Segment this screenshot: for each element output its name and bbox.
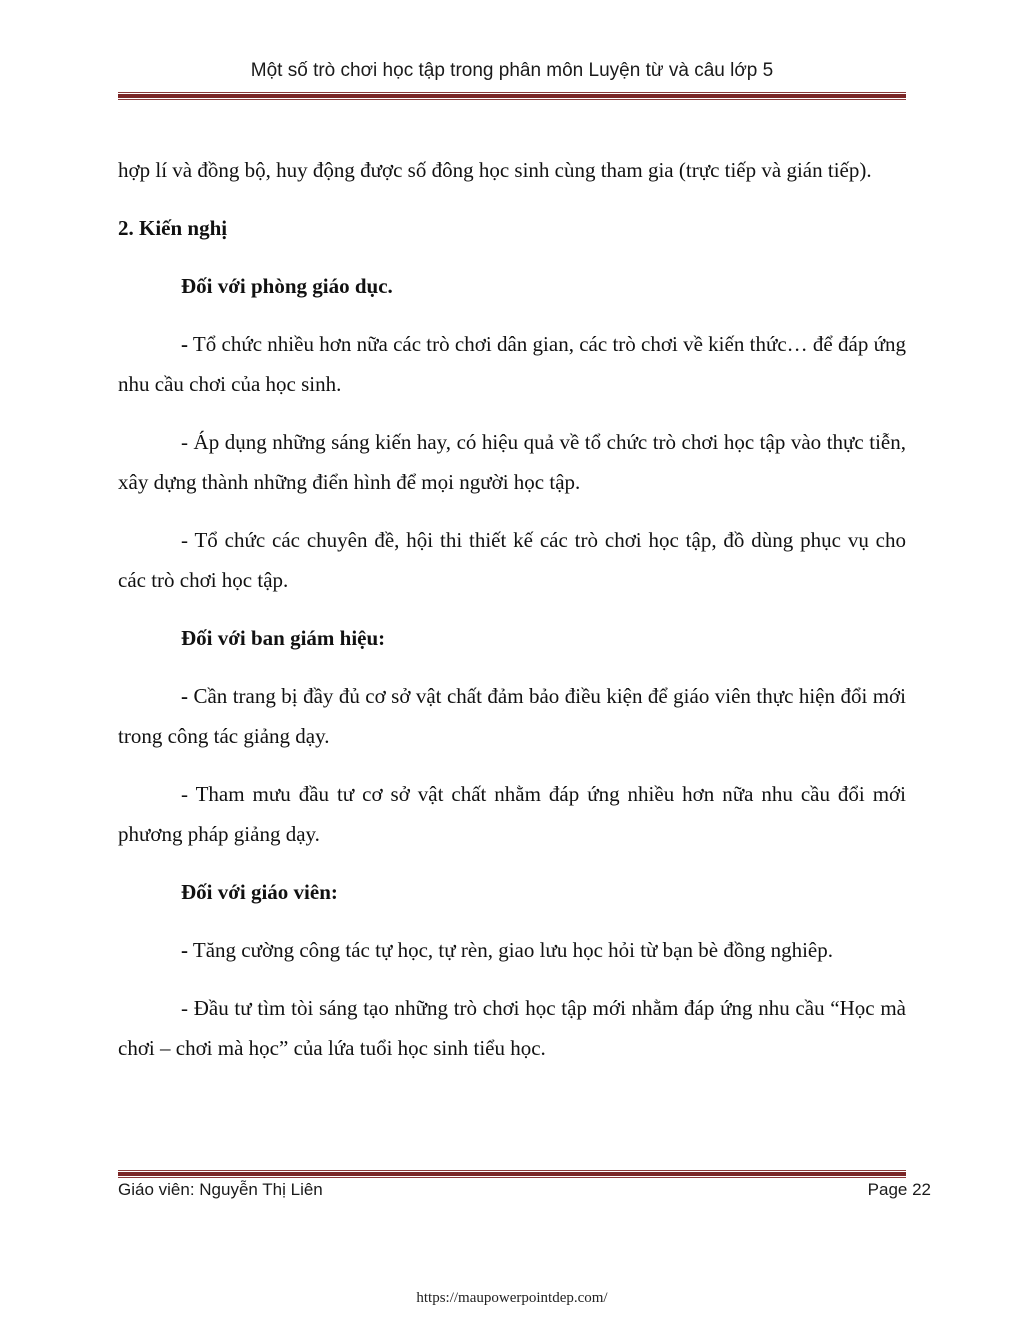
subheading-education-office: Đối với phòng giáo dục. — [181, 274, 393, 298]
bullet-dash: - — [181, 430, 188, 454]
source-url-link[interactable]: https://maupowerpointdep.com/ — [416, 1290, 608, 1306]
bullet-dash: - — [181, 938, 188, 962]
recommendation-item — [118, 774, 906, 854]
footer-divider — [118, 1170, 906, 1178]
section-heading: 2. Kiến nghị — [118, 216, 228, 240]
subheading-teachers: Đối với giáo viên: — [181, 880, 338, 904]
item-text: Tham mưu đầu tư cơ sở vật chất nhằm đáp ứng nhiều hơn nữa nhu cầu đổi mới phương pháp giảng dạy. — [118, 782, 906, 846]
footer-teacher-name: Giáo viên: Nguyễn Thị Liên — [118, 1180, 323, 1199]
recommendation-item — [118, 520, 906, 600]
bullet-dash: - — [181, 782, 188, 806]
bullet-dash: - — [181, 684, 188, 708]
recommendation-item — [118, 676, 906, 756]
item-text: Đầu tư tìm tòi sáng tạo những trò chơi học tập mới nhằm đáp ứng nhu cầu “Học mà chơi – chơi mà học” của lứa tuổi học sinh tiểu học. — [118, 996, 906, 1060]
item-text: Tổ chức nhiều hơn nữa các trò chơi dân gian, các trò chơi về kiến thức… để đáp ứng nhu cầu chơi của học sinh. — [118, 332, 906, 396]
page-body — [118, 150, 906, 1068]
header-divider — [118, 92, 906, 100]
bullet-dash: - — [181, 528, 188, 552]
bullet-dash: - — [181, 332, 188, 356]
bullet-dash: - — [181, 996, 188, 1020]
item-text: Tăng cường công tác tự học, tự rèn, giao lưu học hỏi từ bạn bè đồng nghiêp. — [188, 938, 833, 962]
subheading-school-board: Đối với ban giám hiệu: — [181, 626, 386, 650]
footer-page-number: Page 22 — [867, 1180, 931, 1199]
recommendation-item — [118, 930, 906, 970]
item-text: Áp dụng những sáng kiến hay, có hiệu quả về tổ chức trò chơi học tập vào thực tiễn, xây dựng thành những điển hình để mọi người học tập. — [118, 430, 906, 494]
paragraph-continued: hợp lí và đồng bộ, huy động được số đông học sinh cùng tham gia (trực tiếp và gián tiếp). — [118, 158, 872, 182]
item-text: Tổ chức các chuyên đề, hội thi thiết kế các trò chơi học tập, đồ dùng phục vụ cho các trò chơi học tập. — [118, 528, 906, 592]
item-text: Cần trang bị đầy đủ cơ sở vật chất đảm bảo điều kiện để giáo viên thực hiện đổi mới trong công tác giảng dạy. — [118, 684, 906, 748]
page-header-title: Một số trò chơi học tập trong phân môn Luyện từ và câu lớp 5 — [250, 60, 774, 81]
recommendation-item — [118, 324, 906, 404]
recommendation-item — [118, 422, 906, 502]
recommendation-item — [118, 988, 906, 1068]
